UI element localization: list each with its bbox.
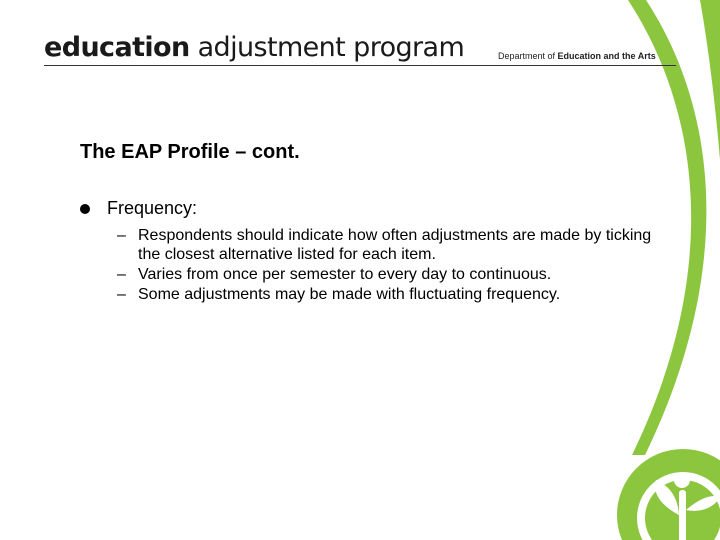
sprout-logo-icon — [617, 449, 720, 540]
brand-rest-text: adjustment program — [189, 32, 465, 63]
sub-bullet-item — [117, 285, 657, 304]
sub-bullet-text: Some adjustments may be made with fluctuating frequency. — [138, 286, 561, 303]
header-divider — [44, 65, 676, 66]
dash-marker: – — [117, 227, 126, 244]
dept-prefix-text: Department of — [498, 51, 558, 61]
brand-bold-text: education — [44, 32, 190, 63]
brand-wordmark — [44, 34, 464, 61]
bullet-text: Frequency: — [107, 198, 198, 218]
green-corner-shape — [700, 0, 720, 160]
dash-marker: – — [117, 266, 126, 283]
bullet-dot-icon — [80, 204, 90, 214]
department-label — [498, 52, 656, 61]
sub-bullet-text: Varies from once per semester to every day to continuous. — [138, 266, 552, 283]
sub-bullet-item — [117, 226, 657, 264]
dash-marker: – — [117, 286, 126, 303]
sub-bullet-item — [117, 265, 657, 284]
slide-title: The EAP Profile – cont. — [80, 141, 300, 163]
sub-bullet-text: Respondents should indicate how often adjustments are made by ticking the closest alternative listed for each item. — [138, 227, 652, 263]
dept-bold-text: Education and the Arts — [557, 51, 656, 61]
sub-bullet-list — [117, 226, 657, 305]
